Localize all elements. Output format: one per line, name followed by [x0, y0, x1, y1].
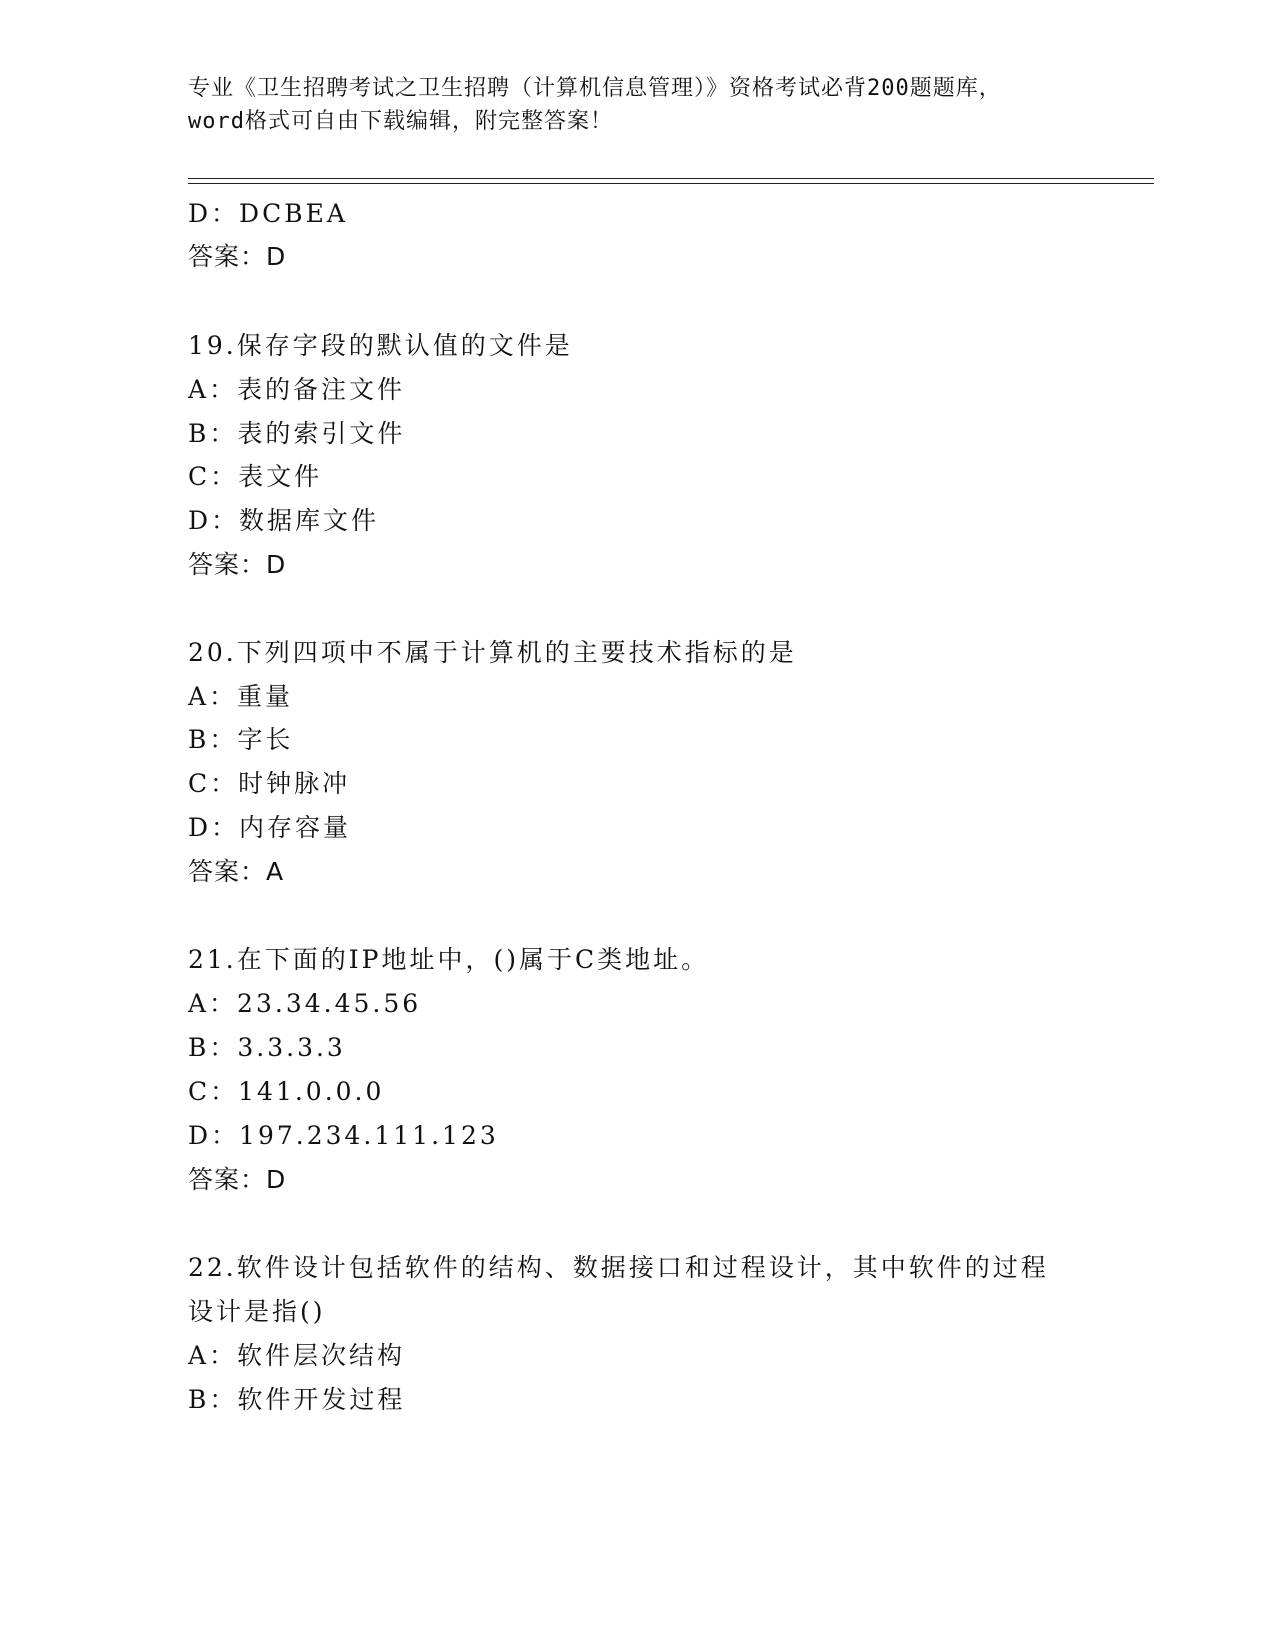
header-divider-bottom	[188, 183, 1154, 184]
q21-option-b: B：3.3.3.3	[188, 1033, 346, 1062]
header-divider-top	[188, 178, 1154, 179]
q22-option-b: B：软件开发过程	[188, 1385, 406, 1414]
header-line-2: word格式可自由下载编辑，附完整答案！	[188, 109, 613, 134]
q19-question: 19.保存字段的默认值的文件是	[188, 331, 573, 360]
document-header	[188, 72, 1088, 138]
q22-question-line-1: 22.软件设计包括软件的结构、数据接口和过程设计，其中软件的过程	[188, 1253, 1049, 1282]
q18-option-d: D：DCBEA	[188, 199, 348, 228]
q22-question-line-2: 设计是指()	[188, 1297, 326, 1326]
q20-option-b: B：字长	[188, 725, 294, 754]
header-line-1: 专业《卫生招聘考试之卫生招聘（计算机信息管理）》资格考试必背200题题库，	[188, 76, 1002, 101]
q20-answer: 答案：A	[188, 857, 285, 886]
q18-answer: 答案：D	[188, 242, 287, 271]
q20-option-a: A：重量	[188, 682, 294, 711]
q20-option-c: C：时钟脉冲	[188, 769, 351, 798]
q19-answer: 答案：D	[188, 550, 287, 579]
q21-answer: 答案：D	[188, 1165, 287, 1194]
q19-option-c: C：表文件	[188, 462, 323, 491]
q20-option-d: D：内存容量	[188, 813, 352, 842]
q21-option-a: A：23.34.45.56	[188, 989, 422, 1018]
q21-question: 21.在下面的IP地址中，()属于C类地址。	[188, 945, 710, 974]
q22-option-a: A：软件层次结构	[188, 1341, 406, 1370]
q20-question: 20.下列四项中不属于计算机的主要技术指标的是	[188, 638, 797, 667]
q19-option-b: B：表的索引文件	[188, 419, 406, 448]
q21-option-d: D：197.234.111.123	[188, 1121, 499, 1150]
q19-option-d: D：数据库文件	[188, 506, 380, 535]
q21-option-c: C：141.0.0.0	[188, 1077, 385, 1106]
q19-option-a: A：表的备注文件	[188, 375, 406, 404]
